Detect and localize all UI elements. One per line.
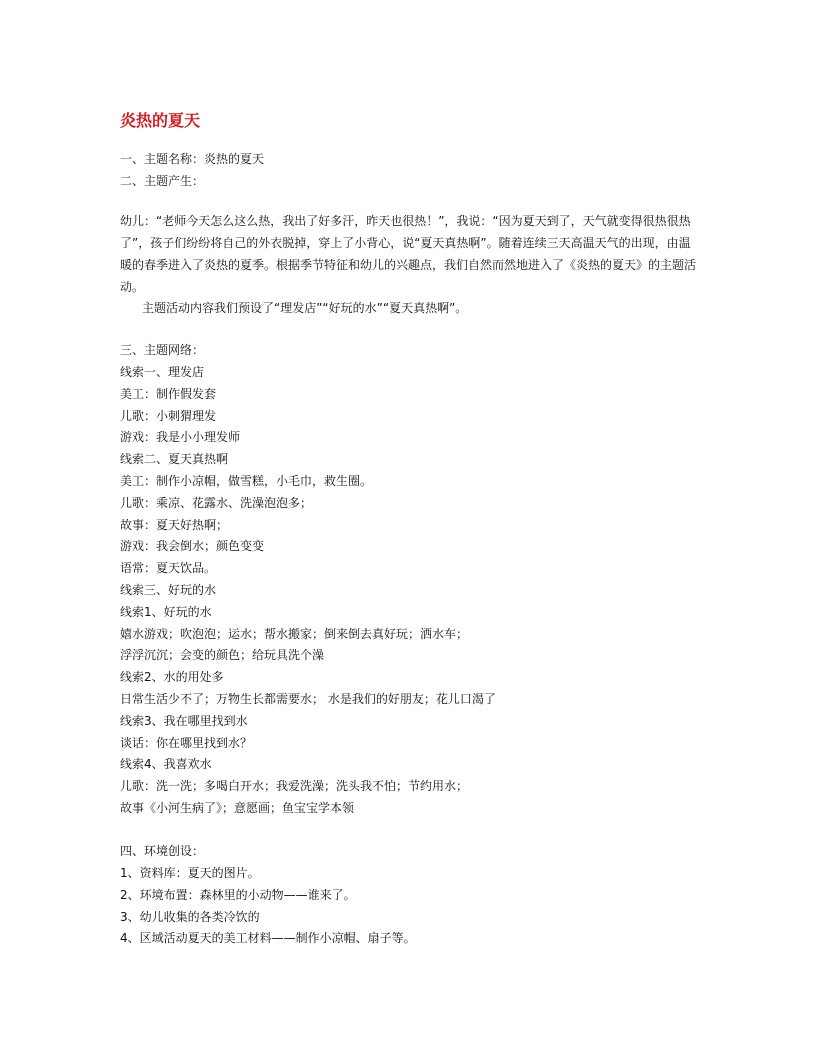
network-line: 游戏：我是小小理发师 <box>120 430 241 445</box>
theme-name-line: 一、主题名称：炎热的夏天 <box>120 152 265 166</box>
network-line: 线索3、我在哪里找到水 <box>120 713 248 728</box>
network-line: 语常：夏天饮品。 <box>120 561 217 576</box>
environment-line: 2、环境布置：森林里的小动物——谁来了。 <box>120 887 356 902</box>
network-line: 线索4、我喜欢水 <box>120 757 212 772</box>
environment-line: 3、幼儿收集的各类冷饮的 <box>120 909 260 924</box>
network-line: 游戏：我会倒水；颜色变变 <box>120 539 265 554</box>
origin-paragraph: 幼儿：“老师今天怎么这么热，我出了好多汗，昨天也很热！”，我说：“因为夏天到了，天气就变得很热很热了”，孩子们纷纷将自己的外衣脱掉，穿上了小背心，说“夏天真热啊”。随着连续三天高温天气的出现，由温暖的春季进入了炎热的夏季。根据季节特征和幼儿的兴趣点，我们自然而然地进入了《炎热的夏天》的主题活动。 <box>120 214 697 294</box>
preset-content-line: 主题活动内容我们预设了“理发店”“好玩的水”“夏天真热啊”。 <box>142 301 468 315</box>
network-line: 美工：制作小凉帽，做雪糕，小毛巾，救生圈。 <box>120 474 373 488</box>
network-line: 线索2、水的用处多 <box>120 670 224 685</box>
network-line: 美工：制作假发套 <box>120 386 217 401</box>
network-line: 谈话：你在哪里找到水？ <box>120 735 253 750</box>
theme-origin-heading: 二、主题产生： <box>120 174 205 188</box>
document-title: 炎热的夏天 <box>120 111 201 130</box>
section3-heading: 三、主题网络： <box>120 343 205 357</box>
network-line: 日常生活少不了；万物生长都需要水； 水是我们的好朋友；花儿口渴了 <box>120 692 496 706</box>
environment-line: 1、资料库：夏天的图片。 <box>120 866 260 880</box>
network-line: 嬉水游戏；吹泡泡；运水；帮水搬家；倒来倒去真好玩；洒水车； <box>120 626 469 641</box>
network-line: 儿歌：乘凉、花露水、洗澡泡泡多； <box>120 495 313 510</box>
section4-heading: 四、环境创设： <box>120 844 205 858</box>
network-line: 故事：夏天好热啊； <box>120 517 229 532</box>
environment-line: 4、区域活动夏天的美工材料——制作小凉帽、扇子等。 <box>120 931 416 946</box>
network-line: 故事《小河生病了》；意愿画；鱼宝宝学本领 <box>120 801 355 815</box>
network-line: 儿歌：小刺猬理发 <box>120 408 217 423</box>
network-line: 线索三、好玩的水 <box>120 583 217 597</box>
network-line: 儿歌：洗一洗；多喝白开水；我爱洗澡；洗头我不怕；节约用水； <box>120 779 469 794</box>
network-line: 浮浮沉沉；会变的颜色；给玩具洗个澡 <box>120 648 325 663</box>
network-line: 线索1、好玩的水 <box>120 604 212 619</box>
network-line: 线索二、夏天真热啊 <box>120 452 229 467</box>
network-line: 线索一、理发店 <box>120 365 205 379</box>
